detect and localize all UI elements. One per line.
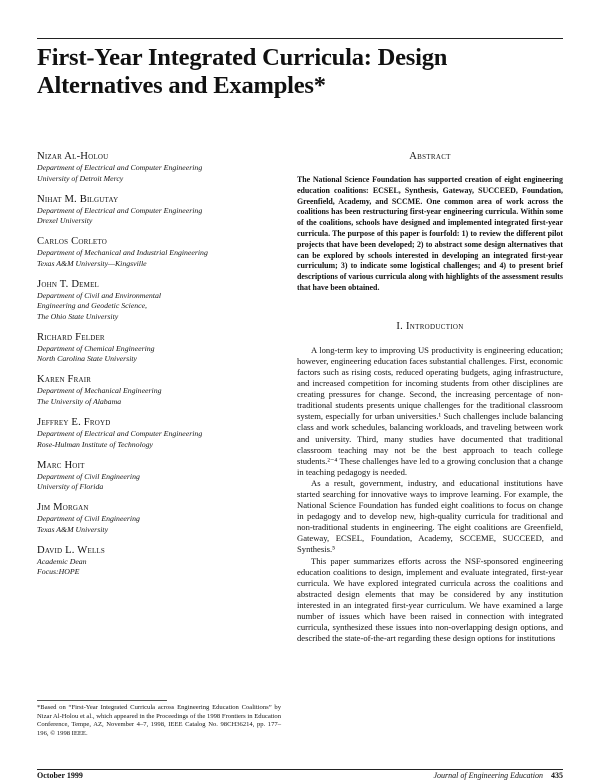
author-name: Nizar Al-Holou [37, 151, 109, 162]
paper-title: First-Year Integrated Curricula: Design Alternatives and Examples* [37, 44, 448, 99]
author-block [37, 150, 287, 184]
author-name: Marc Hoit [37, 459, 85, 471]
author-affiliation-line: The Ohio State University [37, 311, 119, 321]
footer-rule [37, 769, 563, 770]
author-block [37, 501, 287, 535]
author-affiliation-line: Department of Electrical and Computer Engineering [37, 205, 203, 215]
author-block [37, 278, 287, 323]
author-affiliation-line: Rose-Hulman Institute of Technology [37, 439, 154, 449]
abstract-text: The National Science Foundation has supported creation of eight engineering education coalitions: ECSEL, Synthesis, Gateway, SUCCEED, Foundation, Greenfield, Academy, and SCCME. One common area of work across the coalitions has been restructuring first-year engineering curricula. Within some of the coalitions, schools have designed and implemented integrated first-year curricula. The purpose of this paper is fourfold: 1) to review the different pilot projects that have been developed; 2) to abstract some design alternatives that can be explored by schools interested in developing an integrated first-year curriculum; 3) to indicate some logistical challenges; and 4) to present brief descriptions of various curricula along with highlights of the assessment results that have been obtained. [297, 175, 563, 292]
footnote: *Based on “First-Year Integrated Curricula across Engineering Education Coalitions” by Nizar Al-Holou et al., which appeared in the Proceedings of the 1998 Frontiers in Education Conference, Tempe, AZ, November 4–7, 1998, IEEE Catalog No. 98CH36214, pp. 177–196, © 1998 IEEE. [37, 704, 281, 737]
author-affiliation-line: University of Florida [37, 482, 104, 492]
author-name: Richard Felder [37, 331, 105, 343]
author-affiliation-line: Department of Mechanical and Industrial Engineering [37, 248, 208, 258]
author-affiliation-line: Department of Civil and Environmental [37, 290, 162, 300]
author-block [37, 544, 287, 578]
footer-journal-name: Journal of Engineering Education [433, 771, 543, 780]
author-affiliation-line: Texas A&M University—Kingsville [37, 258, 147, 268]
author-name: Jim Morgan [37, 502, 89, 514]
author-name: Nihat M. Bilgutay [37, 193, 119, 205]
abstract-heading: Abstract [409, 151, 451, 162]
author-block [37, 331, 287, 365]
intro-paragraph: This paper summarizes efforts across the NSF-sponsored engineering education coalitions to design, implement and evaluate integrated, first-year curricula. We have explored integrated curricula across the coalitions and abstracted design elements that may be considered by any institution interested in an integrated first-year curriculum. We have examined a large number of issues which have been raised in connection with integrated curricula, synthesized these issues into non-overlapping design options, and described the state-of-the-art regarding these design options for institutions [297, 555, 563, 644]
author-affiliation-line: Department of Chemical Engineering [37, 343, 155, 353]
author-block [37, 235, 287, 269]
author-affiliation-line: Focus:HOPE [37, 567, 80, 577]
author-name: Carlos Corleto [37, 236, 108, 248]
author-affiliation-line: Department of Electrical and Computer Engineering [37, 429, 203, 439]
intro-paragraph: As a result, government, industry, and educational institutions have started searching for innovative ways to improve learning. For example, the National Science Foundation has funded eight coalitions to focus on change in pedagogy and to develop new, high-quality curricula for traditional and non-traditional students in engineering. The eight coalitions are Greenfield, Gateway, ECSEL, Foundation, Academy, SCCEME, SUCCEED, and Synthesis.⁵ [297, 477, 563, 555]
introduction-heading: I. Introduction [396, 320, 464, 332]
author-affiliation-line: Department of Civil Engineering [37, 471, 140, 481]
author-block [37, 193, 287, 227]
author-name: David L. Wells [37, 544, 105, 556]
page-number: 435 [551, 771, 563, 780]
author-block [37, 459, 287, 493]
author-affiliation-line: Academic Dean [37, 556, 87, 566]
author-list [37, 150, 287, 586]
footnote-divider [37, 700, 167, 701]
author-affiliation-line: Department of Electrical and Computer Engineering [37, 163, 203, 172]
author-affiliation-line: The University of Alabama [37, 396, 122, 406]
author-affiliation-line: Texas A&M University [37, 524, 109, 534]
right-column [297, 150, 563, 644]
footer-date: October 1999 [37, 771, 83, 780]
author-affiliation-line: Drexel University [37, 216, 93, 226]
intro-paragraph: A long-term key to improving US productivity is engineering education; however, engineering education faces substantial challenges. First, economic factors such as rising costs, reduced operating budgets, aging infrastructure, and increased competition for incoming students from other disciplines are creating pressures for change. Second, the increasing percentage of non-traditional students presents unique challenges for the traditional classroom system, especially for urban universities.¹ Such challenges include balancing class and work schedules, balancing workloads, and traveling between work and university. Third, many studies have documented that traditional classroom teaching may not be the best approach to teach college students.²⁻⁴ These challenges have led to a growing conclusion that a change in teaching pedagogy is needed. [297, 344, 563, 477]
author-name: Jeffrey E. Froyd [37, 417, 111, 429]
author-affiliation-line: Department of Mechanical Engineering [37, 386, 162, 396]
author-affiliation-line: North Carolina State University [37, 354, 137, 364]
author-affiliation-line: University of Detroit Mercy [37, 173, 124, 183]
author-block [37, 373, 287, 407]
author-name: John T. Demel [37, 278, 100, 290]
author-affiliation-line: Engineering and Geodetic Science, [37, 301, 147, 311]
top-rule [37, 38, 563, 39]
author-block [37, 416, 287, 450]
author-name: Karen Frair [37, 374, 92, 386]
author-affiliation-line: Department of Civil Engineering [37, 514, 140, 524]
